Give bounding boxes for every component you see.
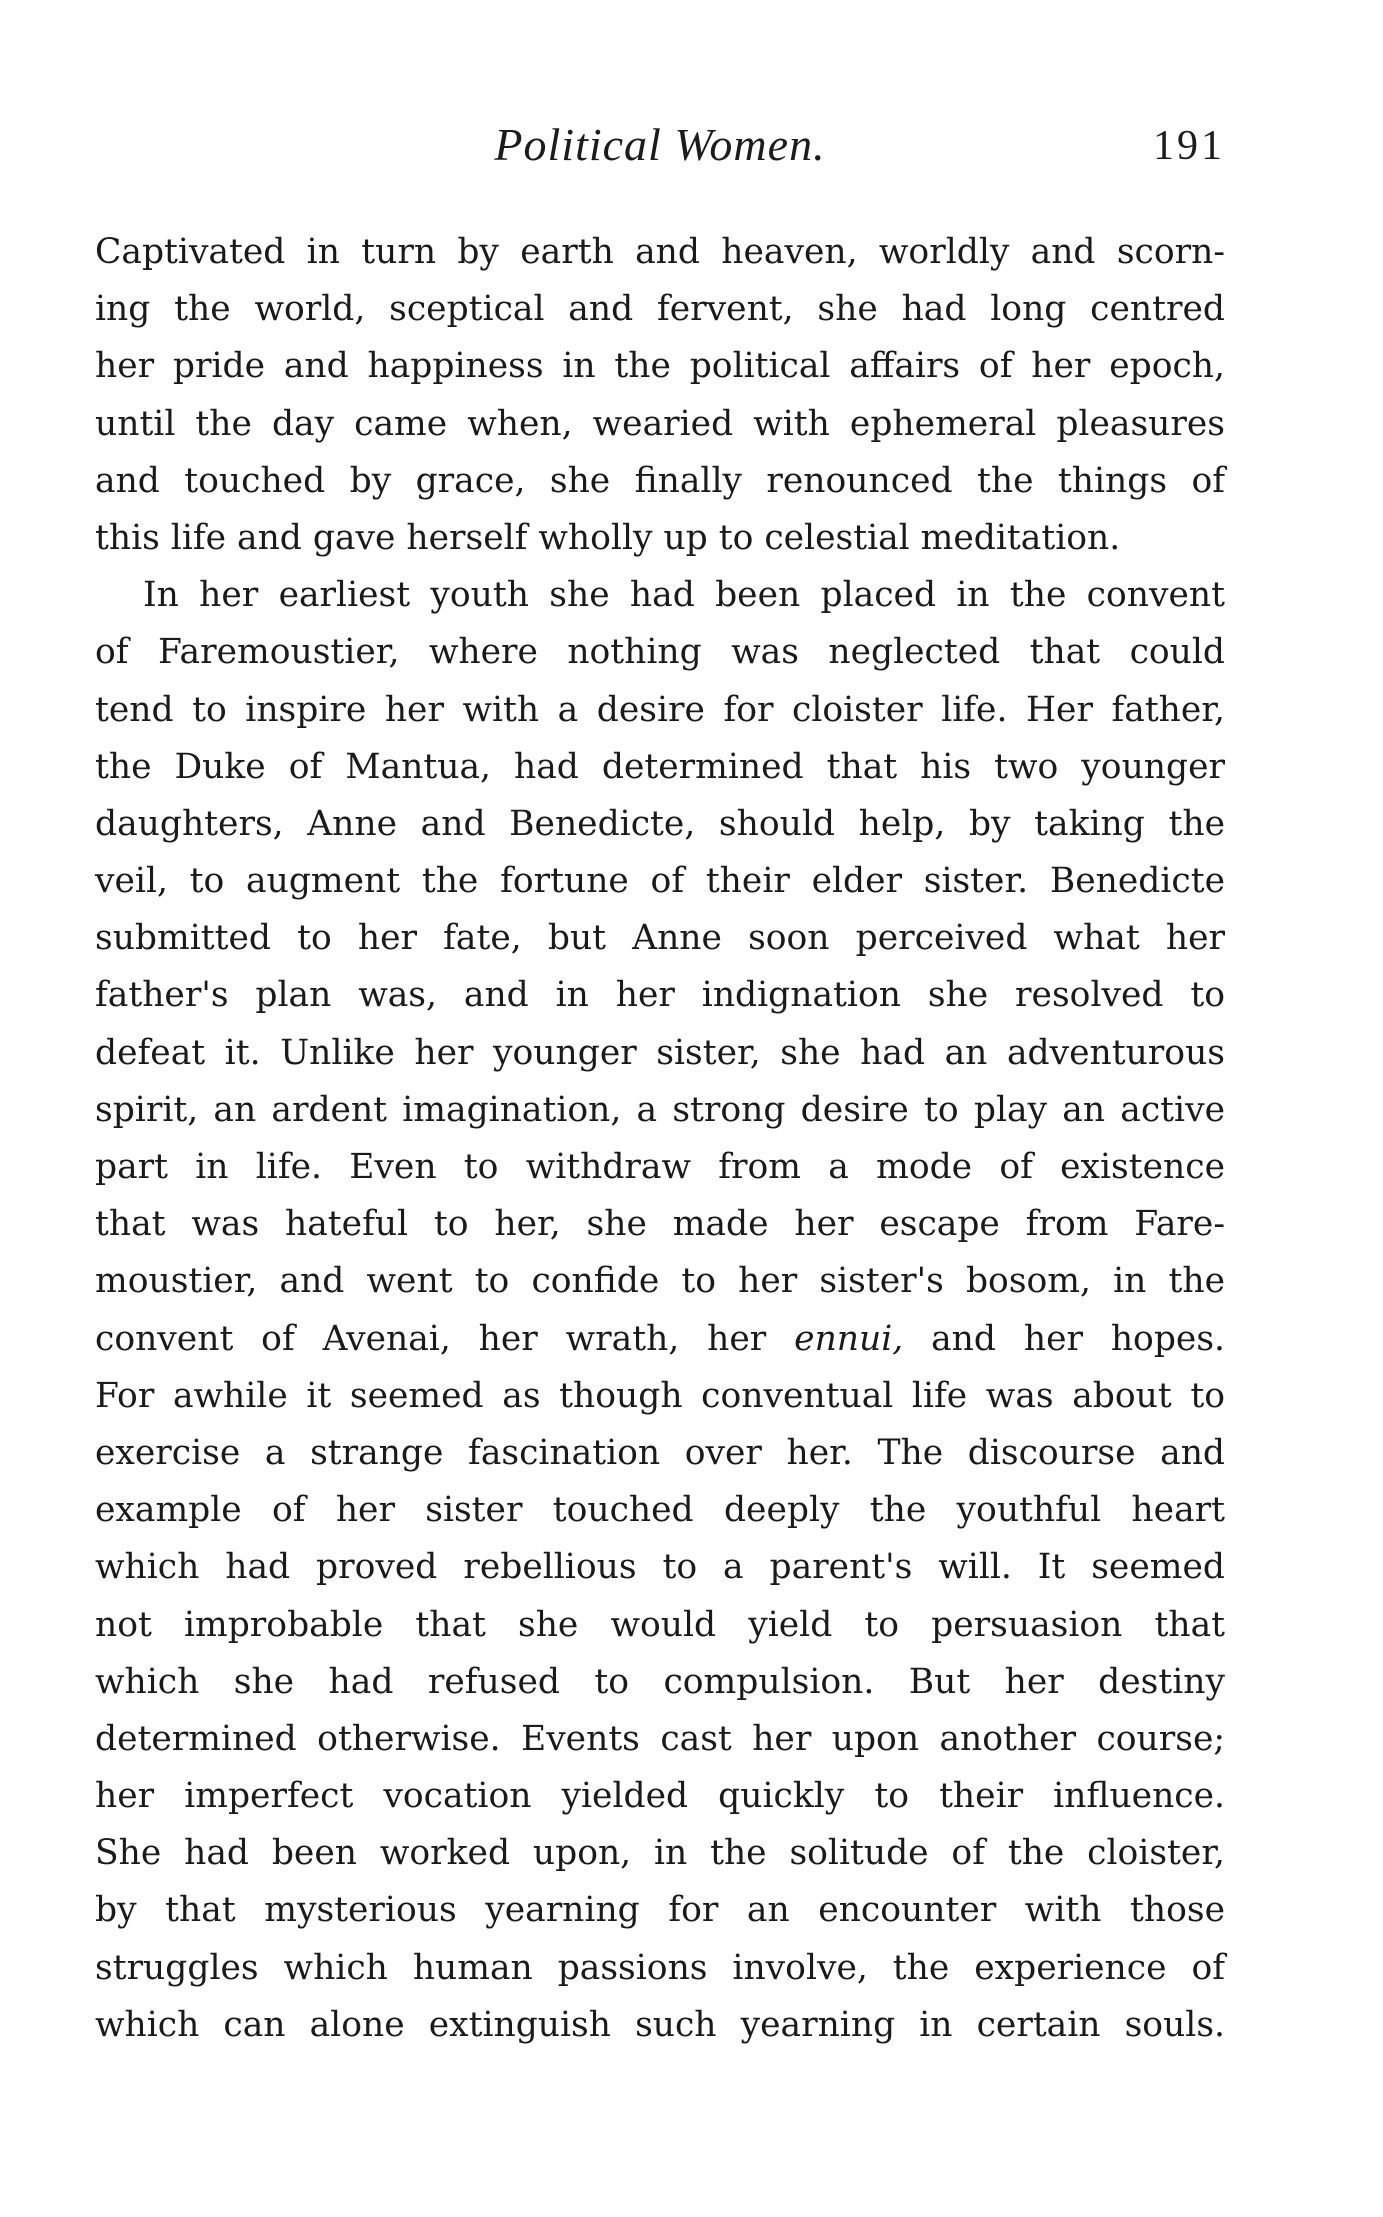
text-line: ing the world, sceptical and fervent, she had long centred <box>95 289 1225 330</box>
text-line: defeat it. Unlike her younger sister, she had an adventurous <box>95 1032 1225 1073</box>
page-number: 191 <box>1153 123 1225 169</box>
text-line: part in life. Even to withdraw from a mode of existence <box>95 1147 1225 1187</box>
text-line: struggles which human passions involve, the experience of <box>95 1947 1225 1988</box>
running-title: Political Women. <box>494 119 826 170</box>
text-line: not improbable that she would yield to persuasion that <box>95 1604 1225 1645</box>
text-line: that was hateful to her, she made her escape from Fare- <box>95 1204 1225 1245</box>
text-line: until the day came when, wearied with ephemeral pleasures <box>95 403 1225 444</box>
text-run: and her hopes. <box>931 1318 1226 1359</box>
text-line-mixed <box>95 1311 1225 1368</box>
text-line: of Faremoustier, where nothing was neglected that could <box>95 632 1225 673</box>
text-line: father's plan was, and in her indignation she resolved to <box>95 975 1225 1016</box>
text-line: and touched by grace, she finally renounced the things of <box>95 460 1225 501</box>
text-line: example of her sister touched deeply the youthful heart <box>95 1490 1225 1531</box>
body-text <box>95 224 1225 2054</box>
text-line: For awhile it seemed as though conventual life was about to <box>95 1375 1225 1416</box>
text-line: the Duke of Mantua, had determined that his two younger <box>95 746 1225 787</box>
text-line: She had been worked upon, in the solitude of the cloister, <box>95 1833 1225 1874</box>
text-line: Captivated in turn by earth and heaven, worldly and scorn- <box>95 232 1225 272</box>
text-line: In her earliest youth she had been placed in the convent <box>143 575 1225 616</box>
text-line: her pride and happiness in the political affairs of her epoch, <box>95 346 1225 387</box>
text-line: submitted to her fate, but Anne soon perceived what her <box>95 918 1225 959</box>
text-line: daughters, Anne and Benedicte, should help, by taking the <box>95 803 1225 844</box>
text-line: which can alone extinguish such yearning in certain souls. <box>95 2004 1225 2045</box>
italic-word-ennui: ennui, <box>794 1318 904 1359</box>
text-line: which she had refused to compulsion. But her destiny <box>95 1661 1225 1702</box>
text-line: her imperfect vocation yielded quickly to their influence. <box>95 1776 1225 1817</box>
text-line: exercise a strange fascination over her. The discourse and <box>95 1432 1225 1473</box>
text-line: by that mysterious yearning for an encounter with those <box>95 1890 1225 1931</box>
text-line: spirit, an ardent imagination, a strong desire to play an active <box>95 1089 1225 1130</box>
text-line: tend to inspire her with a desire for cloister life. Her father, <box>95 689 1225 730</box>
text-line: moustier, and went to confide to her sister's bosom, in the <box>95 1261 1225 1302</box>
text-line: veil, to augment the fortune of their elder sister. Benedicte <box>95 861 1225 902</box>
text-line: which had proved rebellious to a parent's will. It seemed <box>95 1547 1225 1588</box>
text-run: convent of Avenai, her wrath, her <box>95 1318 767 1359</box>
running-head <box>95 118 1225 178</box>
text-line: determined otherwise. Events cast her upon another course; <box>95 1718 1225 1759</box>
text-line: this life and gave herself wholly up to celestial meditation. <box>95 517 1121 558</box>
